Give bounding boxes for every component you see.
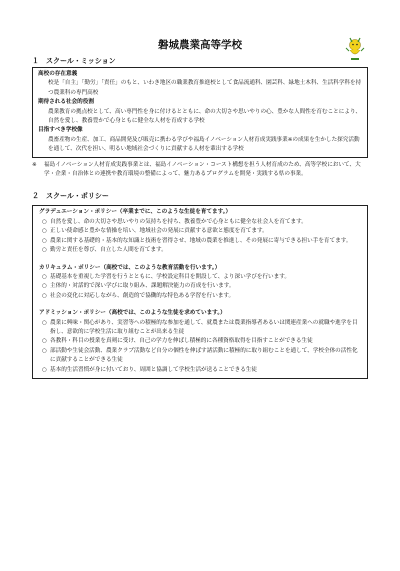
list-item: ○ 主体的・対話的で深い学びに取り組み、課題解決能力の育成を行います。 xyxy=(42,283,235,290)
list-item: ○ 勤労と責任を尊び、自立した人間を育てます。 xyxy=(42,247,167,254)
school-mascot-logo xyxy=(344,36,366,62)
list-item: ○ 自然を愛し、命の大切さや思いやりの気持ちを持ち、教養豊かで心身ともに健全な社会人を育てます。 xyxy=(42,218,307,225)
mission-text-vision: 農畜産物の生産、加工、商品開発及び販売に携わる学びや福島イノベーション人材育成実践事業※の成果を生かした探究活動を通して、次代を担い、明るい地域社会づくりに貢献する人材を輩出する学校 xyxy=(48,136,360,153)
mission-footnote xyxy=(32,161,368,180)
list-item: ○ 部活動や生徒会活動、農業クラブ活動など自分の個性を伸ばす諸活動に積極的に取り組むことを通して、学校全体の活性化に貢献することができる生徒 xyxy=(42,347,358,364)
list-item: ○ 正しい使命感と豊かな情操を培い、地域社会の発展に貢献する意欲と態度を育てます。 xyxy=(42,228,268,235)
list-item: ○ 農業に興味・関心があり、実習等への積極的な参加を通して、就農または農業指導者あるいは関連産業への就職や進学を目指し、意欲的に学校生活に取り組むことが出来る生徒 xyxy=(42,319,358,335)
list-item: ○ 基本的生活習慣が身に付いており、周囲と協調して学校生活が送ることできる生徒 xyxy=(42,366,257,373)
mission-heading: １ スクール・ミッション xyxy=(32,57,116,65)
policy-heading: ２ スクール・ポリシー xyxy=(32,192,109,201)
mission-text-existence: 校是「自主」「勤労」「責任」のもと、いわき地区の職業教育推進校として食品流通科、園芸科、緑地土木科、生活科学科を持つ農業科の専門高校 xyxy=(48,80,362,96)
footnote-mark: ※ xyxy=(32,161,37,168)
curriculum-policy xyxy=(39,264,361,302)
list-item: ○ 各教科・科目の授業を真剣に受け、自己の学力を伸ばし積極的に各種資格取得を目指すことができる生徒 xyxy=(42,338,313,345)
page-title: 磐城農業高等学校 xyxy=(158,39,242,51)
mission-label-existence: 高校の存在意義 xyxy=(38,71,78,77)
mission-label-role: 期待される社会的役割 xyxy=(38,99,94,106)
curriculum-policy-heading: カリキュラム・ポリシー（高校では、このような教育活動を行います。） xyxy=(39,264,221,271)
list-item: ○ 農業に関する基礎的・基本的な知識と技術を習得させ、地域の農業を推進し、その発展に寄与できる担い手を育てます。 xyxy=(42,237,352,244)
mission-text-role: 農業教育の拠点校として、高い専門性を身に付けるとともに、命の大切さや思いやりの心、豊かな人間性を育むことにより、自然を愛し、教養豊かで心身ともに健全な人材を育成する学校 xyxy=(48,108,362,125)
mission-label-vision: 目指すべき学校像 xyxy=(38,127,83,134)
graduation-policy-heading: グラデュエーション・ポリシー（卒業までに、このような生徒を育てます。） xyxy=(39,209,232,216)
policy-box xyxy=(32,205,368,379)
admission-policy-heading: アドミッション・ポリシー（高校では、このような生徒を求めています。） xyxy=(39,310,226,317)
mission-box xyxy=(32,67,368,158)
list-item: ○ 社会の変化に対応しながら、創造的で協働的な特色ある学習を行います。 xyxy=(42,292,235,299)
admission-policy xyxy=(39,309,361,375)
graduation-policy xyxy=(39,208,361,255)
footnote-text: 福島イノベーション人材育成実践事業とは、福島イノベーション・コースト構想を担う人材育成のため、高等学校において、大学・企業・自治体との連携や教育環境の整備によって、魅力あるプログラムを開発・実践する県の事業。 xyxy=(44,161,361,178)
list-item: ○ 基礎基本を重視した学習を行うとともに、学校設定科目を開設して、より深い学びを行います。 xyxy=(42,273,290,280)
